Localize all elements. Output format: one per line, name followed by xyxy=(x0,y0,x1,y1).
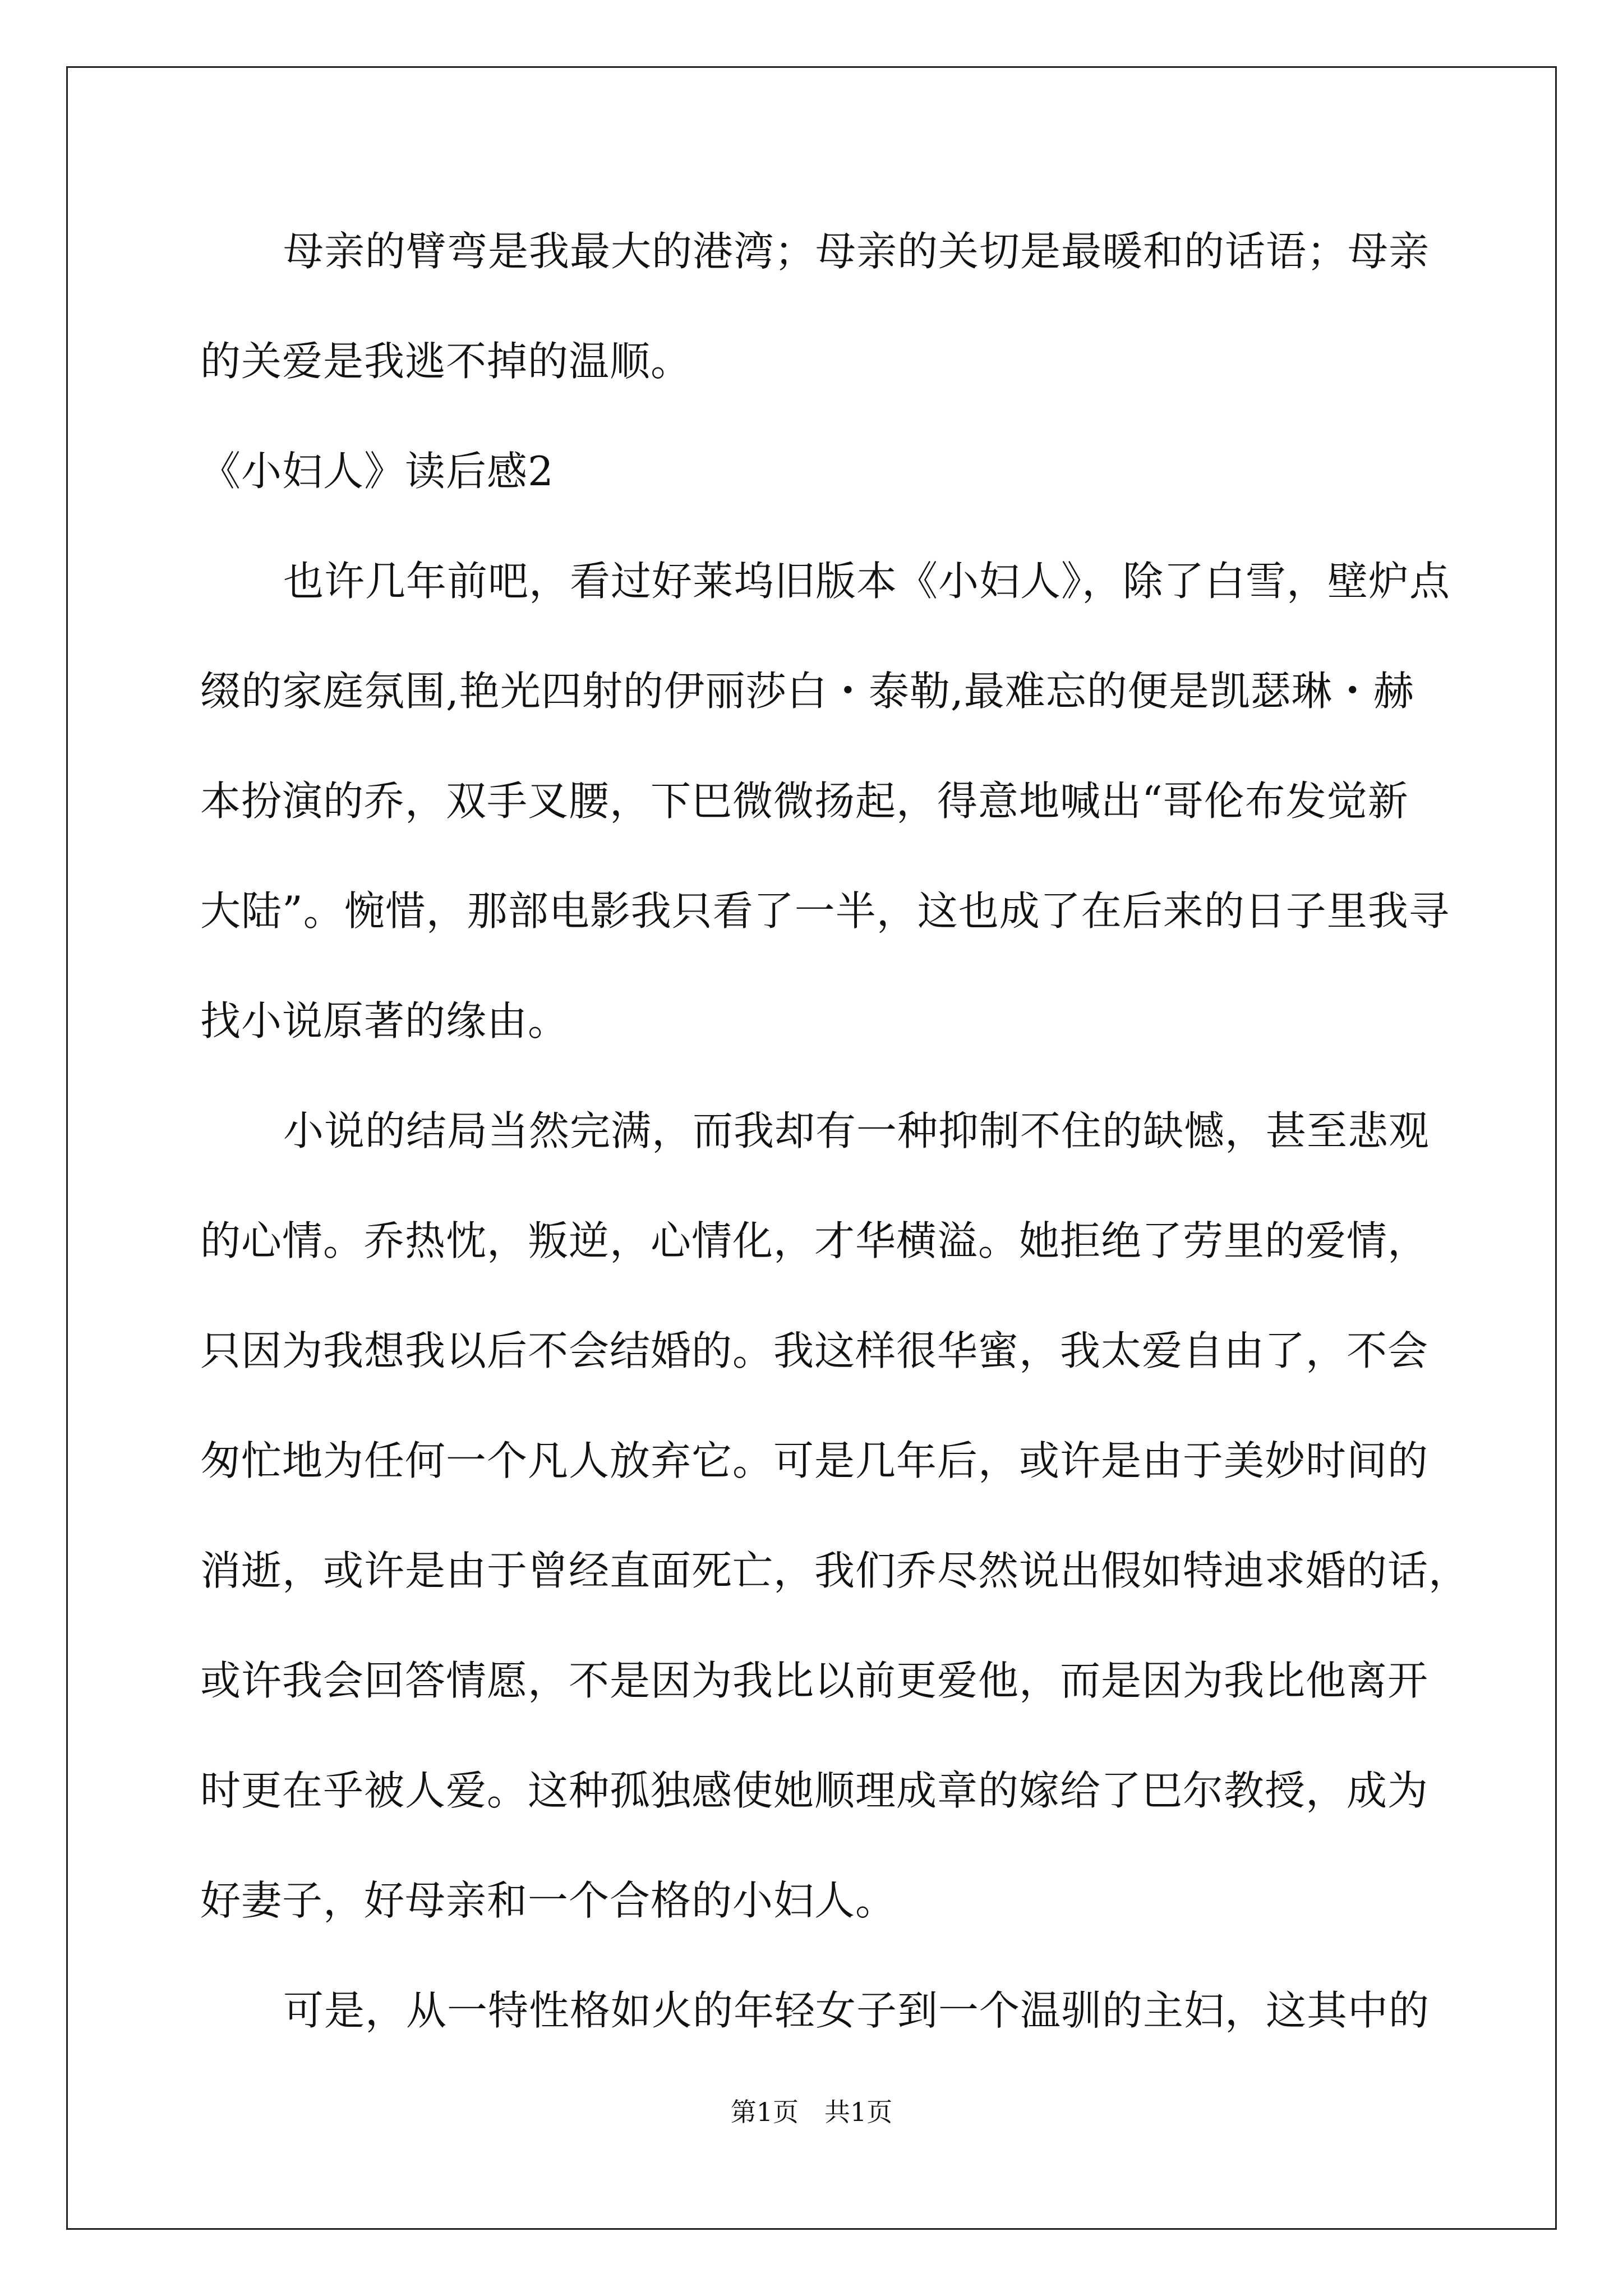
text-line: 只因为我想我以后不会结婚的。我这样很华蜜，我太爱自由了，不会 xyxy=(200,1327,1429,1374)
paragraph-1 xyxy=(200,547,1451,1097)
text-line: 可是，从一特性格如火的年轻女子到一个温驯的主妇，这其中的 xyxy=(283,1987,1430,2034)
text-line: 的心情。乔热忱，叛逆，心情化，才华横溢。她拒绝了劳里的爱情， xyxy=(200,1217,1429,1264)
text-line: 本扮演的乔，双手叉腰，下巴微微扬起，得意地喊出“哥伦布发觉新 xyxy=(200,777,1409,825)
document-body xyxy=(200,218,1470,2087)
text-line: 匆忙地为任何一个凡人放弃它。可是几年后，或许是由于美妙时间的 xyxy=(200,1437,1429,1484)
text-line: 的关爱是我逃不掉的温顺。 xyxy=(200,338,692,385)
text-line: 或许我会回答情愿，不是因为我比以前更爱他，而是因为我比他离开 xyxy=(200,1657,1429,1704)
text-line: 大陆”。惋惜，那部电影我只看了一半，这也成了在后来的日子里我寻 xyxy=(200,887,1450,935)
section-heading: 《小妇人》读后感2 xyxy=(200,448,554,495)
text-line: 也许几年前吧，看过好莱坞旧版本《小妇人》，除了白雪，壁炉点 xyxy=(283,558,1451,605)
text-line: 母亲的臂弯是我最大的港湾；母亲的关切是最暖和的话语；母亲 xyxy=(283,228,1430,275)
text-line: 缀的家庭氛围,艳光四射的伊丽莎白・泰勒,最难忘的便是凯瑟琳・赫 xyxy=(200,668,1414,715)
text-line: 时更在乎被人爱。这种孤独感使她顺理成章的嫁给了巴尔教授，成为 xyxy=(200,1767,1429,1814)
paragraph-3 xyxy=(200,1977,1434,2087)
text-line: 好妻子，好母亲和一个合格的小妇人。 xyxy=(200,1877,897,1924)
page-footer: 第1页 共1页 xyxy=(730,2097,893,2127)
text-line: 消逝，或许是由于曾经直面死亡，我们乔尽然说出假如特迪求婚的话， xyxy=(200,1547,1470,1594)
text-line: 小说的结局当然完满，而我却有一种抑制不住的缺憾，甚至悲观 xyxy=(283,1107,1430,1154)
text-line: 找小说原著的缘由。 xyxy=(200,997,569,1045)
paragraph-intro xyxy=(200,218,1434,438)
paragraph-2 xyxy=(200,1097,1470,1977)
